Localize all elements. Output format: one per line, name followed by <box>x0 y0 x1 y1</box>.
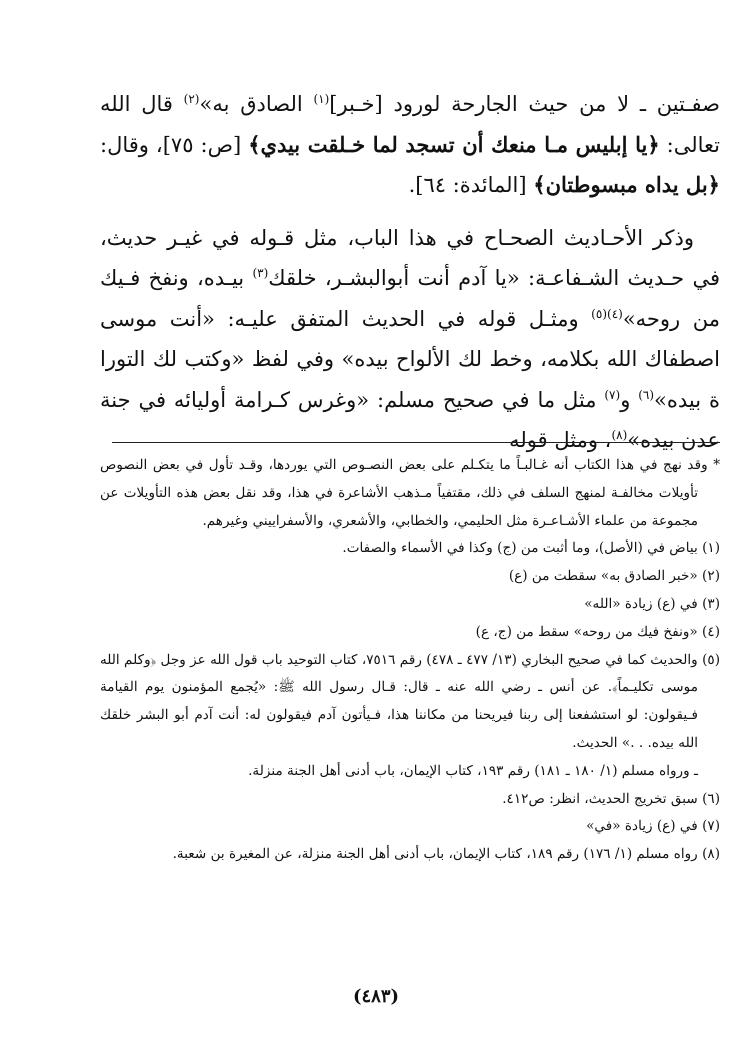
text-run: الصادق به» <box>199 92 314 116</box>
footnote-ref-6: (٦) <box>638 387 655 402</box>
footnote-ref-8: (٨) <box>611 428 628 442</box>
footnote-ref-4-5: (٤)(٥) <box>591 306 623 321</box>
text-run: مثل ما في صحيح مسلم: «وغرس كـرامة أوليائه في جنة عدن بيده» <box>100 387 720 452</box>
footnote-5-continued: ـ ورواه مسلم (١/ ١٨٠ ـ ١٨١) رقم ١٩٣، كتاب الإيمان، باب أدنى أهل الجنة منزلة. <box>248 762 698 779</box>
footnote-divider <box>112 442 720 443</box>
text-run: [ص: ٧٥]، وقال: <box>100 132 249 157</box>
paragraph-2 <box>100 218 720 461</box>
text-run: و <box>620 387 639 412</box>
footnote-7: (٧) في (ع) زيادة «في» <box>586 818 720 835</box>
footnote-4: (٤) «ونفخ فيك من روحه» سقط من (ج، ع) <box>475 623 720 640</box>
footnote-6: (٦) سبق تخريج الحديث، انظر: ص٤١٢. <box>502 790 720 807</box>
text-run: ، ومثل قوله <box>509 428 612 452</box>
footnote-5: (٥) والحديث كما في صحيح البخاري (١٣/ ٤٧٧ ـ ٤٧٨) رقم ٧٥١٦، كتاب التوحيد باب قول الله عز وجل ﴿وكلم الله موسى تكليـماً﴾. عن أنس ـ رضي الله عنه ـ قال: قـال رسول الله ﷺ: «يُجمع المؤمنون يوم القيامة فـيقولون: لو استشفعنا إلى ربنا فيريحنا من مكاننا هذا، فـيأتون آدم فيقولون له: أنت آدم أبو البشر خلقك الله بيده. . .» الحديث. <box>100 651 720 751</box>
page-number: (٤٨٣) <box>352 986 400 1007</box>
main-text <box>100 84 720 461</box>
text-run: صفـتين ـ لا من حيث الجارحة لورود [خـبر] <box>329 92 720 116</box>
footnote-1: (١) بياض في (الأصل)، وما أثبت من (ج) وكذا في الأسماء والصفات. <box>342 540 720 557</box>
text-run: وذكر الأحـاديث الصحـاح في هذا الباب، مثل قـوله في غيـر حديث، في حـديث الشـفاعـة: «يا آدم أنت أبوالبشـر، خلقك <box>100 225 720 290</box>
footnote-ref-7: (٧) <box>604 387 621 402</box>
quran-quote: ﴿بل يداه مبسوطتان﴾ <box>533 172 720 197</box>
text-run: قال الله تعالى: <box>100 92 721 157</box>
footnote-ref-1: (١) <box>313 92 330 106</box>
footnote-ref-3: (٣) <box>252 266 269 280</box>
footnotes <box>100 452 720 869</box>
footnote-8: (٨) رواه مسلم (١/ ١٧٦) رقم ١٨٩، كتاب الإيمان، باب أدنى أهل الجنة منزلة، عن المغيرة بن شعبة. <box>172 846 720 863</box>
footnote-star: * وقد نهج في هذا الكتاب أنه غـالبـاً ما يتكـلم على بعض النصـوص التي يوردها، وقـد تأول في بعض النصوص تأويلات مخالفـة لمنهج السلف في ذلك، مقتفياً مـذهب الأشاعرة في هذا، وقد نقل بعض هذه التأويلات عن مجموعة من علماء الأشـاعـرة مثل الحليمي، والخطابي، والأشعري، والأسفراييني وغيرهم. <box>100 457 720 529</box>
footnote-2: (٢) «خبر الصادق به» سقطت من (ع) <box>508 568 720 585</box>
footnote-ref-2: (٢) <box>183 92 200 106</box>
paragraph-1 <box>100 84 720 206</box>
text-run: [المائدة: ٦٤]. <box>408 173 534 197</box>
text-run: ومثـل قوله في الحديث المتفق عليـه: «أنت موسى اصطفاك الله بكلامه، وخط لك الألواح بيده» وفي لفظ «وكتب لك التورا ة بيده» <box>100 306 720 412</box>
footnote-3: (٣) في (ع) زيادة «الله» <box>584 595 720 612</box>
quran-quote: ﴿يا إبليس مـا منعك أن تسجد لما خـلقت بيدي﴾ <box>248 131 660 157</box>
text-run: بيـده، ونفخ فـيك من روحه» <box>100 266 720 331</box>
